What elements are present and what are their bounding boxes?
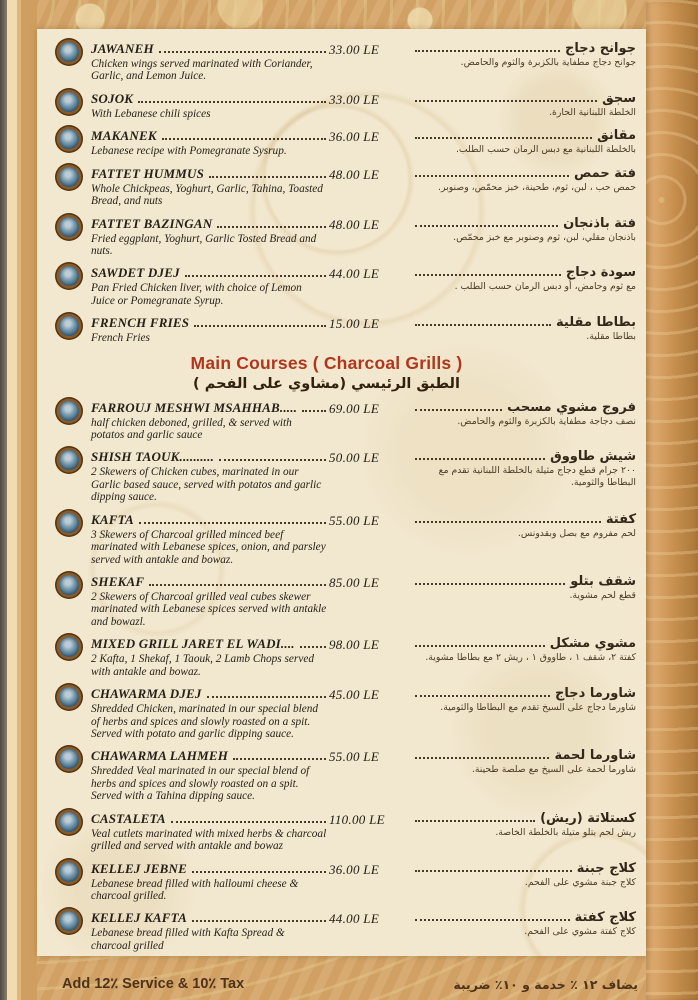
menu-item-row [57, 166, 636, 208]
item-name-arabic: جوانح دجاج [564, 41, 636, 56]
restaurant-medallion-icon [59, 812, 79, 832]
item-name-line [91, 861, 329, 877]
dotted-leader-arabic [415, 50, 560, 52]
item-description-english: With Lebanese chili spices [91, 107, 211, 120]
item-bullet-cell [57, 91, 91, 112]
item-description-arabic: بالخلطة اللبنانية مع دبس الرمان حسب الطلب. [455, 144, 636, 156]
menu-item-row [57, 574, 636, 628]
item-description-english: Shredded Veal marinated in our special blend of herbs and spices and slowly roasted on a spit. Served with a Tahina dipping sauce. [91, 765, 310, 803]
item-name-line [91, 574, 329, 590]
dotted-leader [149, 584, 326, 586]
item-english-block [91, 910, 329, 952]
item-name-english: CHAWARMA LAHMEH [91, 748, 229, 764]
item-bullet-cell [57, 265, 91, 286]
item-name-line [91, 265, 329, 281]
item-bullet-cell [57, 128, 91, 149]
dotted-leader [159, 51, 326, 53]
item-arabic-block [413, 574, 636, 602]
page-left-border [7, 0, 37, 1000]
item-description-english: 2 Kafta, 1 Shekaf, 1 Taouk, 2 Lamb Chops served with antakle and bowaz. [91, 653, 315, 678]
item-bullet-cell [57, 686, 91, 707]
item-arabic-name-line [413, 861, 636, 876]
item-price: 15.00 LE [329, 316, 380, 332]
item-name-english: CASTALETA [91, 810, 166, 826]
page-right-border [646, 0, 698, 1000]
item-name-english: CHAWARMA DJEJ [91, 686, 202, 702]
item-price: 55.00 LE [329, 512, 380, 528]
item-name-english: SHEKAF [91, 574, 145, 590]
dotted-leader [139, 522, 326, 524]
item-name-english: FRENCH FRIES [91, 315, 190, 331]
dotted-leader-arabic [415, 225, 558, 227]
item-name-line [91, 315, 329, 331]
item-description-english: Lebanese bread filled with Kafta Spread & charcoal grilled [91, 927, 285, 952]
dotted-leader-arabic [415, 820, 535, 822]
item-name-arabic: فروج مشوي مسحب [507, 399, 636, 415]
item-english-block [91, 449, 329, 503]
item-price: 85.00 LE [329, 575, 380, 591]
restaurant-medallion-icon [59, 217, 79, 237]
dotted-leader-arabic [415, 695, 550, 697]
item-arabic-name-line [413, 636, 636, 651]
restaurant-medallion-icon [59, 749, 79, 769]
item-english-block [91, 41, 329, 83]
item-english-block [91, 748, 329, 802]
dotted-leader [185, 275, 326, 277]
item-name-english: KELLEJ KAFTA [91, 910, 187, 926]
item-description-english: Lebanese bread filled with halloumi cheese & charcoal grilled. [91, 877, 299, 902]
item-english-block [91, 512, 329, 566]
item-arabic-block [413, 636, 636, 664]
item-price: 50.00 LE [329, 450, 380, 466]
service-tax-note-arabic: يضاف ١٢ ٪ خدمة و ١٠٪ ضريبة [453, 977, 638, 992]
dotted-leader [138, 101, 326, 103]
item-description-arabic: جوانح دجاج مطفاية بالكزبرة والثوم والحامض. [460, 57, 636, 68]
dotted-leader [192, 920, 326, 922]
item-arabic-block [413, 686, 636, 714]
item-price: 36.00 LE [329, 861, 380, 877]
menu-item-row [57, 91, 636, 120]
item-arabic-block [413, 128, 636, 156]
item-description-arabic: الخلطة اللبنانية الحارة. [549, 106, 636, 118]
item-name-english: FATTET HUMMUS [91, 165, 205, 181]
item-english-block [91, 128, 329, 157]
item-bullet-cell [57, 574, 91, 595]
item-name-arabic: كفتة [605, 511, 636, 527]
item-english-block [91, 574, 329, 628]
item-english-block [91, 166, 329, 208]
item-arabic-block [413, 400, 636, 428]
item-arabic-name-line [413, 449, 636, 464]
item-name-line [91, 748, 329, 764]
item-description-arabic: بطاطا مقلية. [586, 331, 636, 343]
restaurant-medallion-icon [59, 401, 79, 421]
item-arabic-block [413, 265, 636, 293]
dotted-leader-arabic [415, 137, 592, 139]
item-price: 36.00 LE [329, 129, 380, 145]
section-main-courses-items [57, 400, 636, 953]
item-price: 110.00 LE [329, 811, 385, 827]
dotted-leader [300, 646, 326, 648]
item-name-line [91, 686, 329, 702]
restaurant-medallion-icon [59, 450, 79, 470]
item-bullet-cell [57, 315, 91, 336]
item-bullet-cell [57, 41, 91, 62]
item-bullet-cell [57, 400, 91, 421]
item-bullet-cell [57, 166, 91, 187]
page-left-edge [0, 0, 7, 1000]
item-bullet-cell [57, 449, 91, 470]
item-arabic-name-line [413, 910, 636, 925]
item-name-english: MIXED GRILL JARET EL WADI.... [91, 636, 295, 652]
item-name-line [91, 400, 329, 416]
item-description-arabic: كفتة ٢، شقف ١ ، طاووق ١ ، ريش ٢ مع بطاطا مشوية. [425, 652, 636, 664]
item-name-line [91, 910, 329, 926]
item-english-block [91, 686, 329, 740]
item-name-arabic: شاورما لحمة [554, 748, 636, 764]
item-description-english: 3 Skewers of Charcoal grilled minced beef marinated with Lebanese spices, onion, and parsley served with antakle and bowaz. [91, 528, 326, 566]
item-arabic-name-line [413, 128, 636, 143]
item-price: 33.00 LE [329, 42, 380, 57]
dotted-leader [171, 821, 326, 823]
menu-item-row [57, 449, 636, 503]
restaurant-medallion-icon [59, 687, 79, 707]
item-name-arabic: مقانق [597, 128, 636, 144]
item-name-arabic: كستلاتة (ريش) [540, 810, 636, 826]
menu-item-row [57, 636, 636, 678]
item-arabic-name-line [413, 400, 636, 415]
dotted-leader [207, 696, 326, 698]
item-name-arabic: كلاج كفتة [574, 910, 636, 926]
item-description-english: Pan Fried Chicken liver, with choice of Lemon Juice or Pomegranate Syrup. [91, 282, 302, 307]
dotted-leader-arabic [415, 521, 601, 523]
item-price: 45.00 LE [329, 687, 380, 703]
item-description-arabic: قطع لحم مشوية. [569, 590, 636, 602]
dotted-leader [219, 459, 326, 461]
section-header-main-courses [57, 353, 596, 392]
item-arabic-name-line [413, 41, 636, 56]
item-name-line [91, 216, 329, 232]
item-english-block [91, 811, 329, 853]
item-arabic-name-line [413, 265, 636, 280]
item-price: 48.00 LE [329, 216, 380, 232]
menu-item-row [57, 861, 636, 903]
item-name-arabic: بطاطا مقلية [556, 315, 636, 331]
dotted-leader-arabic [415, 409, 502, 411]
item-name-english: FATTET BAZINGAN [91, 215, 213, 231]
item-arabic-block [413, 811, 636, 839]
restaurant-medallion-icon [59, 637, 79, 657]
item-description-english: Whole Chickpeas, Yoghurt, Garlic, Tahina, Toasted Bread, and nuts [91, 182, 323, 208]
dotted-leader-arabic [415, 645, 545, 647]
menu-item-row [57, 512, 636, 566]
item-name-arabic: فتة حمص [573, 165, 636, 181]
item-bullet-cell [57, 910, 91, 931]
item-price: 33.00 LE [329, 91, 380, 107]
item-description-english: Veal cutlets marinated with mixed herbs & charcoal grilled and served with antakle and bowaz [91, 827, 327, 853]
item-name-english: FARROUJ MESHWI MSAHHAB..... [91, 399, 298, 415]
item-name-arabic: سودة دجاج [565, 265, 636, 281]
restaurant-medallion-icon [59, 266, 79, 286]
item-description-arabic: ريش لحم بتلو متيلة بالخلطة الخاصة. [495, 826, 636, 838]
item-arabic-name-line [413, 748, 636, 763]
item-bullet-cell [57, 512, 91, 533]
item-arabic-block [413, 748, 636, 776]
item-arabic-block [413, 861, 636, 889]
item-bullet-cell [57, 748, 91, 769]
item-description-arabic: كلاج كفتة مشوي على الفحم. [524, 926, 636, 938]
item-arabic-name-line [413, 574, 636, 589]
item-description-english: 2 Skewers of Charcoal grilled veal cubes skewer marinated with Lebanese spices served with antakle and bowazl. [91, 591, 327, 628]
dotted-leader-arabic [415, 274, 561, 276]
menu-item-row [57, 400, 636, 442]
item-name-line [91, 449, 329, 465]
item-description-arabic: شاورما دجاج على السيخ تقدم مع البطاطا والثومية. [440, 702, 636, 714]
item-name-arabic: كلاج جبنة [576, 860, 636, 876]
menu-item-row [57, 315, 636, 344]
item-arabic-name-line [413, 686, 636, 701]
menu-item-row [57, 128, 636, 157]
menu-item-row [57, 910, 636, 952]
menu-item-row [57, 265, 636, 307]
item-name-line [91, 91, 329, 107]
item-name-english: KELLEJ JEBNE [91, 860, 187, 876]
service-tax-note-english: Add 12٪ Service & 10٪ Tax [62, 976, 245, 992]
item-arabic-name-line [413, 216, 636, 231]
menu-item-row [57, 216, 636, 258]
item-description-arabic: باذنجان مقلي، لبن، ثوم وصنوبر مع خبز محمّص. [453, 231, 636, 243]
item-english-block [91, 315, 329, 344]
restaurant-medallion-icon [59, 575, 79, 595]
restaurant-medallion-icon [59, 129, 79, 149]
item-arabic-name-line [413, 91, 636, 106]
item-name-line [91, 811, 329, 827]
item-bullet-cell [57, 216, 91, 237]
item-arabic-block [413, 315, 636, 343]
section-starters-items [57, 41, 636, 345]
item-arabic-block [413, 41, 636, 69]
item-name-arabic: شقف بتلو [570, 574, 636, 590]
item-arabic-block [413, 91, 636, 119]
item-description-arabic: مع ثوم وحامض، أو دبس الرمان حسب الطلب . [454, 281, 636, 293]
item-description-arabic: حمص حب ، لبن، ثوم، طحينة، خبز محمّص، وصنوبر. [438, 181, 636, 193]
dotted-leader [162, 138, 326, 140]
item-bullet-cell [57, 811, 91, 832]
item-name-arabic: فتة باذنجان [563, 215, 636, 231]
item-name-arabic: شيش طاووق [550, 449, 636, 465]
item-name-line [91, 166, 329, 182]
item-description-arabic: كلاج جبنة مشوي على الفحم. [524, 876, 636, 888]
item-price: 55.00 LE [329, 749, 380, 765]
dotted-leader [194, 325, 326, 327]
item-arabic-name-line [413, 512, 636, 527]
restaurant-medallion-icon [59, 167, 79, 187]
item-price: 44.00 LE [329, 266, 380, 282]
dotted-leader-arabic [415, 870, 572, 872]
item-name-english: JAWANEH [91, 41, 154, 56]
dotted-leader [192, 871, 326, 873]
restaurant-medallion-icon [59, 862, 79, 882]
dotted-leader [233, 758, 326, 760]
item-english-block [91, 216, 329, 258]
menu-panel [37, 29, 646, 956]
item-description-english: Lebanese recipe with Pomegranate Sysrup. [91, 145, 287, 158]
restaurant-medallion-icon [59, 911, 79, 931]
item-name-arabic: مشوي مشكل [549, 636, 636, 652]
item-name-arabic: سجق [602, 90, 636, 106]
item-description-english: Shredded Chicken, marinated in our special blend of herbs and spices and slowly roasted on a spit. Served with potato and garlic dipping sauce. [91, 703, 319, 740]
section-title-arabic: الطبق الرئيسي (مشاوي على الفحم ) [193, 375, 460, 392]
item-description-arabic: شاورما لحمة على السيخ مع صلصة طحينة. [471, 764, 636, 776]
restaurant-medallion-icon [59, 42, 79, 62]
dotted-leader-arabic [415, 583, 565, 585]
item-name-arabic: شاورما دجاج [555, 686, 636, 702]
item-price: 48.00 LE [329, 166, 380, 182]
item-english-block [91, 265, 329, 307]
item-arabic-block [413, 512, 636, 540]
item-name-english: SHISH TAOUK.......... [91, 449, 215, 465]
item-description-arabic: ٢٠٠ جرام قطع دجاج مثيلة بالخلطة اللبنانية تقدم مع البطاطا والثومية. [438, 465, 636, 489]
item-description-english: Chicken wings served marinated with Coriander, Garlic, and Lemon Juice. [91, 58, 313, 83]
menu-item-row [57, 686, 636, 740]
dotted-leader [217, 226, 326, 228]
item-description-english: 2 Skewers of Chicken cubes, marinated in our Garlic based sauce, served with potatos and garlic dipping sauce. [91, 466, 322, 504]
dotted-leader [209, 176, 326, 178]
item-name-english: SAWDET DJEJ [91, 265, 180, 281]
dotted-leader-arabic [415, 757, 549, 759]
item-arabic-name-line [413, 811, 636, 826]
item-arabic-block [413, 910, 636, 938]
item-arabic-name-line [413, 315, 636, 330]
restaurant-medallion-icon [59, 513, 79, 533]
menu-item-row [57, 748, 636, 802]
item-description-english: French Fries [91, 332, 150, 345]
item-description-arabic: لحم مفروم مع بصل وبقدونس. [517, 527, 636, 539]
item-english-block [91, 861, 329, 903]
item-english-block [91, 636, 329, 678]
section-title-english: Main Courses ( Charcoal Grills ) [190, 352, 463, 373]
item-bullet-cell [57, 861, 91, 882]
item-description-english: Fried eggplant, Yoghurt, Garlic Tosted Bread and nuts. [91, 232, 317, 257]
dotted-leader-arabic [415, 175, 569, 177]
item-arabic-block [413, 166, 636, 194]
menu-item-row [57, 811, 636, 853]
item-price: 69.00 LE [329, 400, 380, 416]
item-description-arabic: نصف دجاجة مطفاية بالكزبرة والثوم والحامض. [457, 415, 636, 427]
dotted-leader [302, 410, 326, 412]
dotted-leader-arabic [415, 324, 551, 326]
item-name-line [91, 128, 329, 144]
item-name-line [91, 636, 329, 652]
item-bullet-cell [57, 636, 91, 657]
item-english-block [91, 91, 329, 120]
restaurant-medallion-icon [59, 316, 79, 336]
menu-item-row [57, 41, 636, 83]
item-arabic-block [413, 449, 636, 488]
item-name-english: SOJOK [91, 90, 134, 106]
item-name-line [91, 512, 329, 528]
restaurant-medallion-icon [59, 92, 79, 112]
dotted-leader-arabic [415, 919, 570, 921]
item-arabic-name-line [413, 166, 636, 181]
dotted-leader-arabic [415, 100, 597, 102]
dotted-leader-arabic [415, 458, 545, 460]
item-name-english: MAKANEK [91, 128, 157, 144]
item-name-english: KAFTA [91, 511, 134, 527]
item-name-line [91, 41, 329, 57]
item-price: 98.00 LE [329, 637, 380, 653]
item-arabic-block [413, 216, 636, 244]
item-english-block [91, 400, 329, 442]
item-description-english: half chicken deboned, grilled, & served with potatos and garlic sauce [91, 416, 292, 442]
item-price: 44.00 LE [329, 911, 380, 927]
